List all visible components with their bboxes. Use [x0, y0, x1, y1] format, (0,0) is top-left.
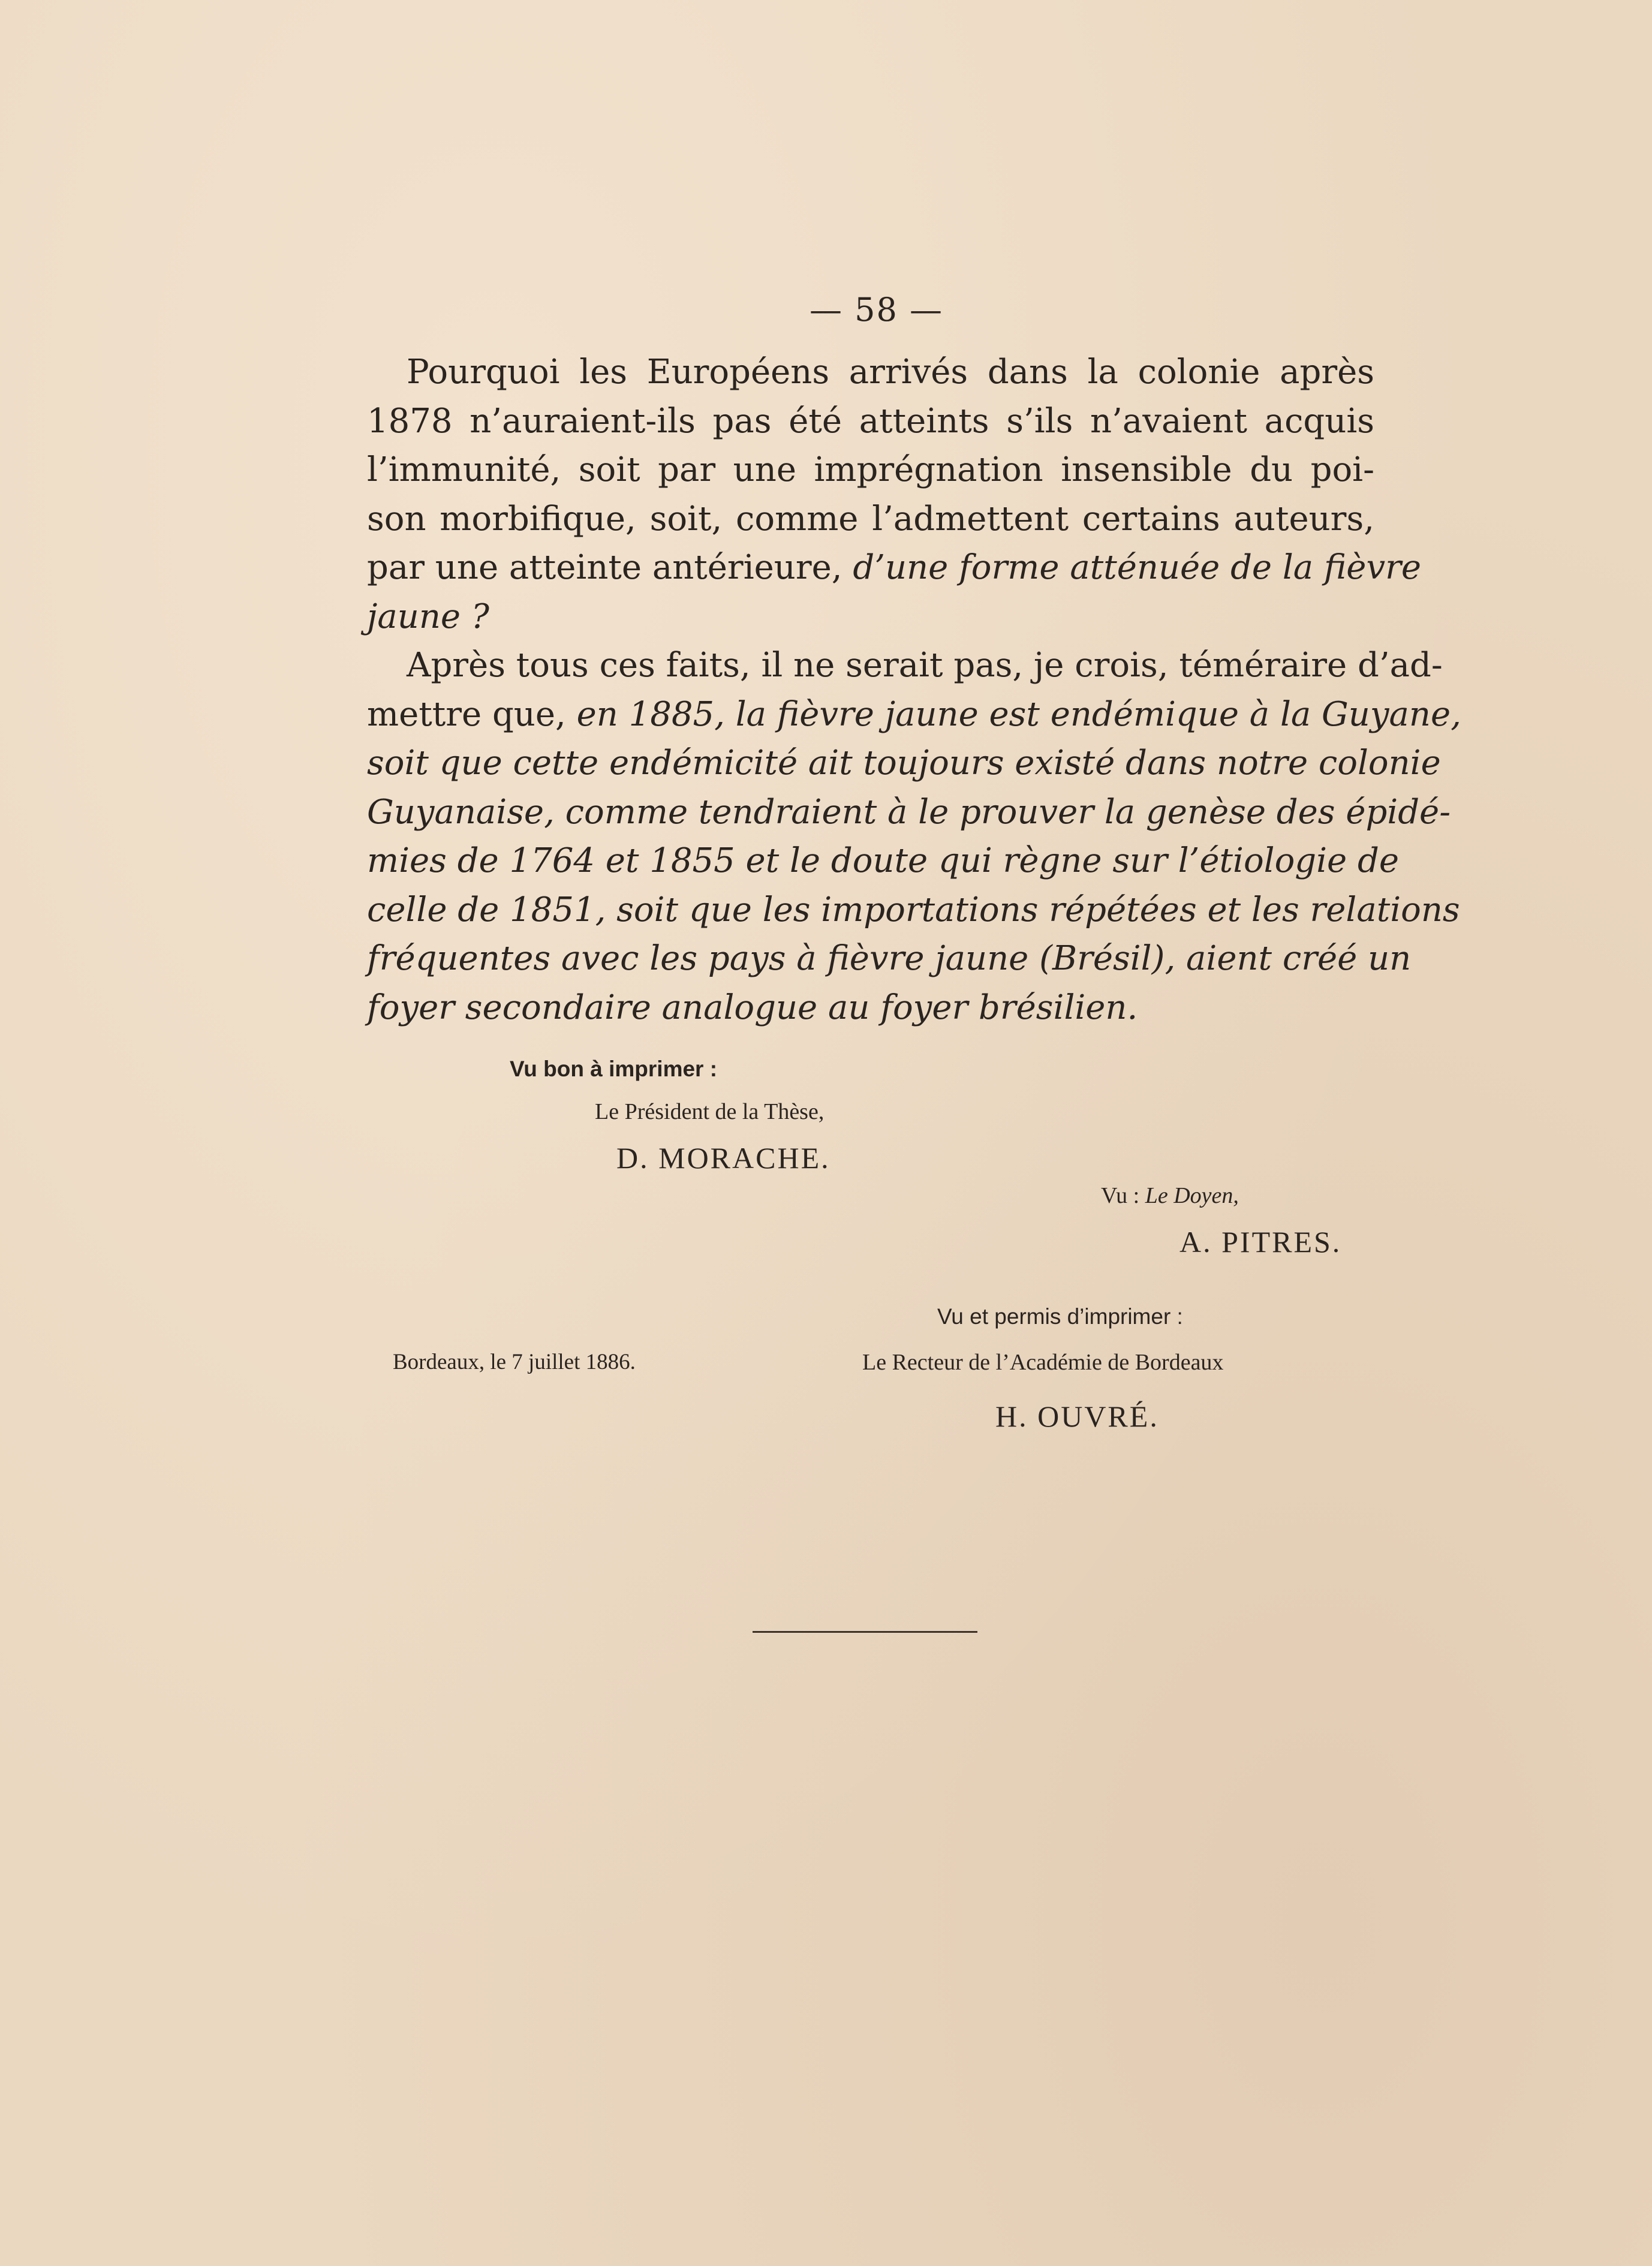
recteur-name: H. OUVRÉ. — [995, 1400, 1159, 1433]
paragraph-2-line-8 — [367, 983, 1374, 1033]
paragraph-1-line-4: son morbifique, soit, comme l’admettent certains auteurs, — [367, 499, 1374, 538]
paragraph-1-line-3: l’immunité, soit par une imprégnation insensible du poi- — [367, 450, 1374, 489]
doyen-name: A. PITRES. — [1179, 1225, 1342, 1259]
closing-rule — [753, 1631, 977, 1633]
paragraph-2-line-5-italic: mies de 1764 et 1855 et le doute qui règne sur l’étiologie de — [367, 841, 1399, 880]
paragraph-2-line-8-italic: foyer secondaire analogue au foyer brésilien. — [367, 988, 1138, 1027]
paragraph-1-line-6 — [367, 592, 1374, 642]
paragraph-2-line-4 — [367, 788, 1451, 837]
paragraph-2-line-2-normal: mettre que, — [367, 694, 566, 734]
paragraph-1-line-5-italic: d’une forme atténuée de la fièvre — [853, 548, 1421, 587]
paragraph-2-line-6 — [367, 886, 1460, 935]
paragraph-2-line-1: Après tous ces faits, il ne serait pas, je crois, téméraire d’ad- — [407, 646, 1443, 685]
paragraph-2-line-5 — [367, 836, 1399, 886]
paragraph-1 — [367, 348, 1421, 641]
vu-permis-imprimer: Vu et permis d’imprimer : — [937, 1304, 1183, 1329]
body-text — [367, 348, 1461, 1032]
paragraph-1-line-6-italic: jaune ? — [367, 597, 489, 636]
paragraph-2-line-7-italic: fréquentes avec les pays à fièvre jaune (Brésil), aient créé un — [367, 939, 1412, 978]
place-date: Bordeaux, le 7 juillet 1886. — [393, 1350, 636, 1374]
paragraph-2-line-3-italic: soit que cette endémicité ait toujours existé dans notre colonie — [367, 744, 1441, 783]
paragraph-2-line-7 — [367, 934, 1412, 983]
paragraph-1-line-5-normal: par une atteinte antérieure, — [367, 548, 842, 587]
recteur-title: Le Recteur de l’Académie de Bordeaux — [862, 1350, 1224, 1375]
doyen-title: Le Doyen, — [1145, 1183, 1239, 1208]
paragraph-1-line-2: 1878 n’auraient-ils pas été atteints s’ils n’avaient acquis — [367, 401, 1374, 441]
vu-bon-a-imprimer: Vu bon à imprimer : — [510, 1057, 718, 1081]
paragraph-2-line-6-italic: celle de 1851, soit que les importations répétées et les relations — [367, 890, 1460, 929]
paragraph-2-line-2-italic: en 1885, la fièvre jaune est endémique à la Guyane, — [576, 694, 1461, 734]
paragraph-2-line-4-italic: Guyanaise, comme tendraient à le prouver la genèse des épidé- — [367, 792, 1451, 832]
paragraph-2-line-3 — [367, 739, 1441, 788]
doyen-approval — [1101, 1182, 1239, 1209]
doyen-prefix: Vu : — [1101, 1183, 1140, 1208]
paragraph-2-line-2 — [367, 690, 1461, 739]
paragraph-1-line-1: Pourquoi les Européens arrivés dans la colonie après — [407, 353, 1374, 392]
president-title: Le Président de la Thèse, — [595, 1099, 825, 1124]
paragraph-2 — [367, 641, 1461, 1032]
president-name: D. MORACHE. — [616, 1141, 830, 1175]
paragraph-1-line-5 — [367, 543, 1421, 592]
page-number: — 58 — — [810, 291, 944, 329]
